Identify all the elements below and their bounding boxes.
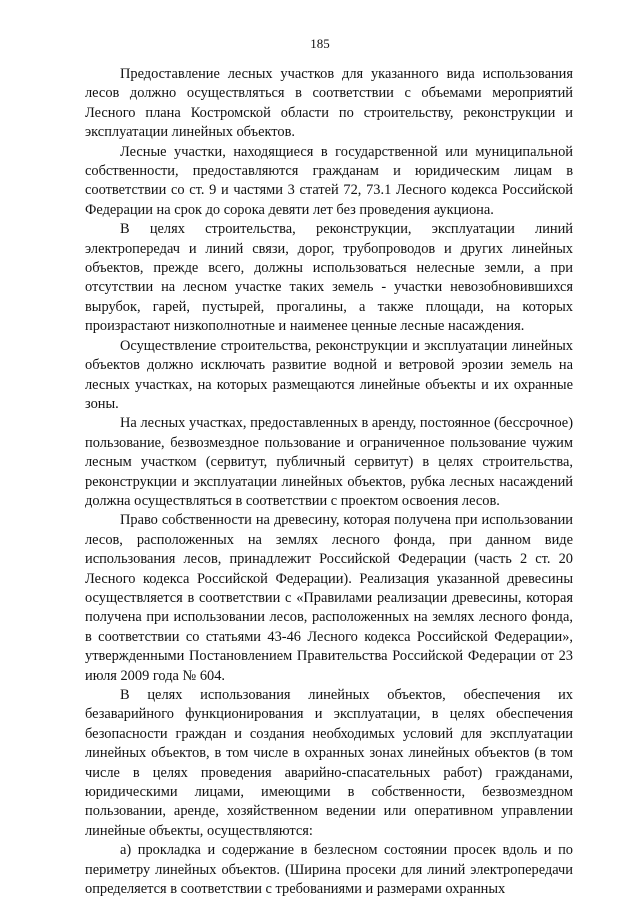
paragraph-timber-ownership: Право собственности на древесину, которая получена при использовании лесов, расположенных на землях лесного фонда, при данном виде использования лесов, принадлежит Российской Федерации (часть 2 ст. 20 Лесного кодекса Российской Федерации). Реализация указанной древесины осуществляется в соответствии с «Правилами реализации древесины, которая получена при использовании лесов, расположенных на землях лесного фонда, в соответствии со статьями 43-46 Лесного кодекса Российской Федерации», утвержденными Постановлением Правительства Российской Федерации от 23 июля 2009 года № 604.	[85, 512, 573, 684]
paragraph-linear-objects-usage: В целях использования линейных объектов, обеспечения их безаварийного функционирования и эксплуатации, в целях обеспечения безопасности граждан и создания необходимых условий для эксплуатации линейных объектов, в том числе в охранных зонах линейных объектов (в том числе в целях проведения аварийно-спасательных работ) гражданами, юридическими лицами, имеющими в собственности, безвозмездном пользовании, аренде, хозяйственном ведении или оперативном управлении линейные объекты, осуществляются:	[85, 687, 573, 839]
paragraph-clearing-maintenance: а) прокладка и содержание в безлесном состоянии просек вдоль и по периметру линейных объектов. (Ширина просеки для линий электропередачи определяется в соответствии с требованиями и размерами охранных	[85, 842, 573, 898]
document-body	[85, 65, 573, 899]
paragraph-construction-land-use: В целях строительства, реконструкции, эксплуатации линий электропередач и линий связи, дорог, трубопроводов и других линейных объектов, прежде всего, должны использоваться нелесные земли, а при отсутствии на лесном участке таких земель - участки невозобновившихся вырубок, гарей, пустырей, прогалины, а также площади, на которых произрастают низкополнотные и наименее ценные лесные насаждения.	[85, 221, 573, 335]
paragraph-land-ownership: Лесные участки, находящиеся в государственной или муниципальной собственности, предоставляются гражданам и юридическим лицам в соответствии со ст. 9 и частями 3 статей 72, 73.1 Лесного кодекса Российской Федерации на срок до сорока девяти лет без проведения аукциона.	[85, 143, 573, 218]
paragraph-erosion-prevention: Осуществление строительства, реконструкции и эксплуатации линейных объектов должно исключать развитие водной и ветровой эрозии земель на лесных участках, на которых размещаются линейные объекты и их охранные зоны.	[85, 337, 573, 412]
page-number: 185	[310, 36, 330, 51]
paragraph-tree-cutting: На лесных участках, предоставленных в аренду, постоянное (бессрочное) пользование, безвозмездное пользование и ограниченное пользование чужим лесным участком (сервитут, публичный сервитут) в целях строительства, реконструкции и эксплуатации линейных объектов, рубка лесных насаждений должна осуществляться в соответствии с проектом освоения лесов.	[85, 415, 573, 509]
paragraph-land-provision-volumes: Предоставление лесных участков для указанного вида использования лесов должно осуществляться в соответствии с объемами мероприятий Лесного плана Костромской области по строительству, реконструкции и эксплуатации линейных объектов.	[85, 66, 573, 141]
